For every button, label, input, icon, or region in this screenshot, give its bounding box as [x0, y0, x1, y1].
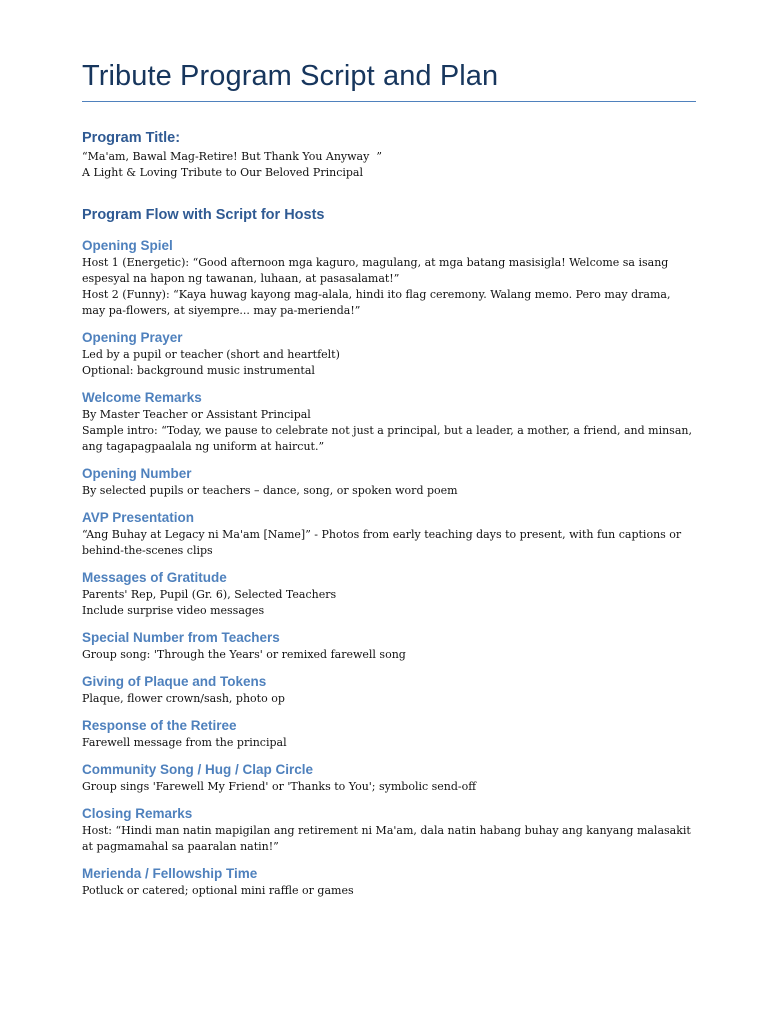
section-giving-of-plaque	[82, 672, 696, 707]
section-line: Sample intro: “Today, we pause to celebrate not just a principal, but a leader, a mother, a friend, and minsan, ang tagapagpaalala ng uniform at haircut.”	[82, 424, 696, 453]
section-line: By Master Teacher or Assistant Principal	[82, 408, 311, 421]
section-heading: AVP Presentation	[82, 510, 195, 525]
program-title-line: “Ma'am, Bawal Mag-Retire! But Thank You Anyway ”	[82, 150, 382, 163]
document-content	[82, 128, 696, 899]
section-line: Potluck or catered; optional mini raffle or games	[82, 884, 354, 897]
section-line: Group sings 'Farewell My Friend' or 'Thanks to You'; symbolic send-off	[82, 780, 477, 793]
section-heading: Opening Spiel	[82, 238, 173, 253]
section-special-number	[82, 628, 696, 663]
section-opening-spiel	[82, 236, 696, 319]
section-line: Host 1 (Energetic): “Good afternoon mga kaguro, magulang, at mga batang masisigla! Welcome sa isang espesyal na hapon ng tawanan, luhaan, at pasasalamat!”	[82, 256, 672, 285]
section-heading: Welcome Remarks	[82, 390, 202, 405]
section-heading: Response of the Retiree	[82, 718, 237, 733]
program-title-heading: Program Title:	[82, 130, 181, 146]
section-heading: Closing Remarks	[82, 806, 193, 821]
section-welcome-remarks	[82, 388, 696, 455]
section-heading: Special Number from Teachers	[82, 630, 280, 645]
section-opening-prayer	[82, 328, 696, 379]
title-divider	[82, 101, 696, 102]
flow-heading: Program Flow with Script for Hosts	[82, 207, 325, 223]
section-merienda	[82, 864, 696, 899]
section-heading: Messages of Gratitude	[82, 570, 227, 585]
section-line: Led by a pupil or teacher (short and heartfelt)	[82, 348, 340, 361]
program-subtitle-line: A Light & Loving Tribute to Our Beloved Principal	[82, 166, 363, 179]
section-line: Farewell message from the principal	[82, 736, 287, 749]
section-closing-remarks	[82, 804, 696, 855]
section-opening-number	[82, 464, 696, 499]
section-line: Include surprise video messages	[82, 604, 265, 617]
page-title: Tribute Program Script and Plan	[82, 60, 499, 92]
section-line: Group song: 'Through the Years' or remixed farewell song	[82, 648, 406, 661]
section-line: Plaque, flower crown/sash, photo op	[82, 692, 285, 705]
section-line: Parents' Rep, Pupil (Gr. 6), Selected Teachers	[82, 588, 337, 601]
section-heading: Merienda / Fellowship Time	[82, 866, 258, 881]
section-community-song	[82, 760, 696, 795]
section-avp-presentation	[82, 508, 696, 559]
section-heading: Community Song / Hug / Clap Circle	[82, 762, 314, 777]
section-heading: Opening Number	[82, 466, 192, 481]
section-messages-of-gratitude	[82, 568, 696, 619]
section-heading: Opening Prayer	[82, 330, 183, 345]
section-line: “Ang Buhay at Legacy ni Ma'am [Name]” - Photos from early teaching days to present, with fun captions or behind-the-scenes clips	[82, 528, 685, 557]
section-heading: Giving of Plaque and Tokens	[82, 674, 267, 689]
section-line: Optional: background music instrumental	[82, 364, 315, 377]
section-line: Host: “Hindi man natin mapigilan ang retirement ni Ma'am, dala natin habang buhay ang kanyang malasakit at pagmamahal sa paaralan natin!”	[82, 824, 695, 853]
section-line: Host 2 (Funny): “Kaya huwag kayong mag-alala, hindi ito flag ceremony. Walang memo. Pero may drama, may pa-flowers, at siyempre... may pa-merienda!”	[82, 288, 674, 317]
section-line: By selected pupils or teachers – dance, song, or spoken word poem	[82, 484, 458, 497]
section-response-of-retiree	[82, 716, 696, 751]
